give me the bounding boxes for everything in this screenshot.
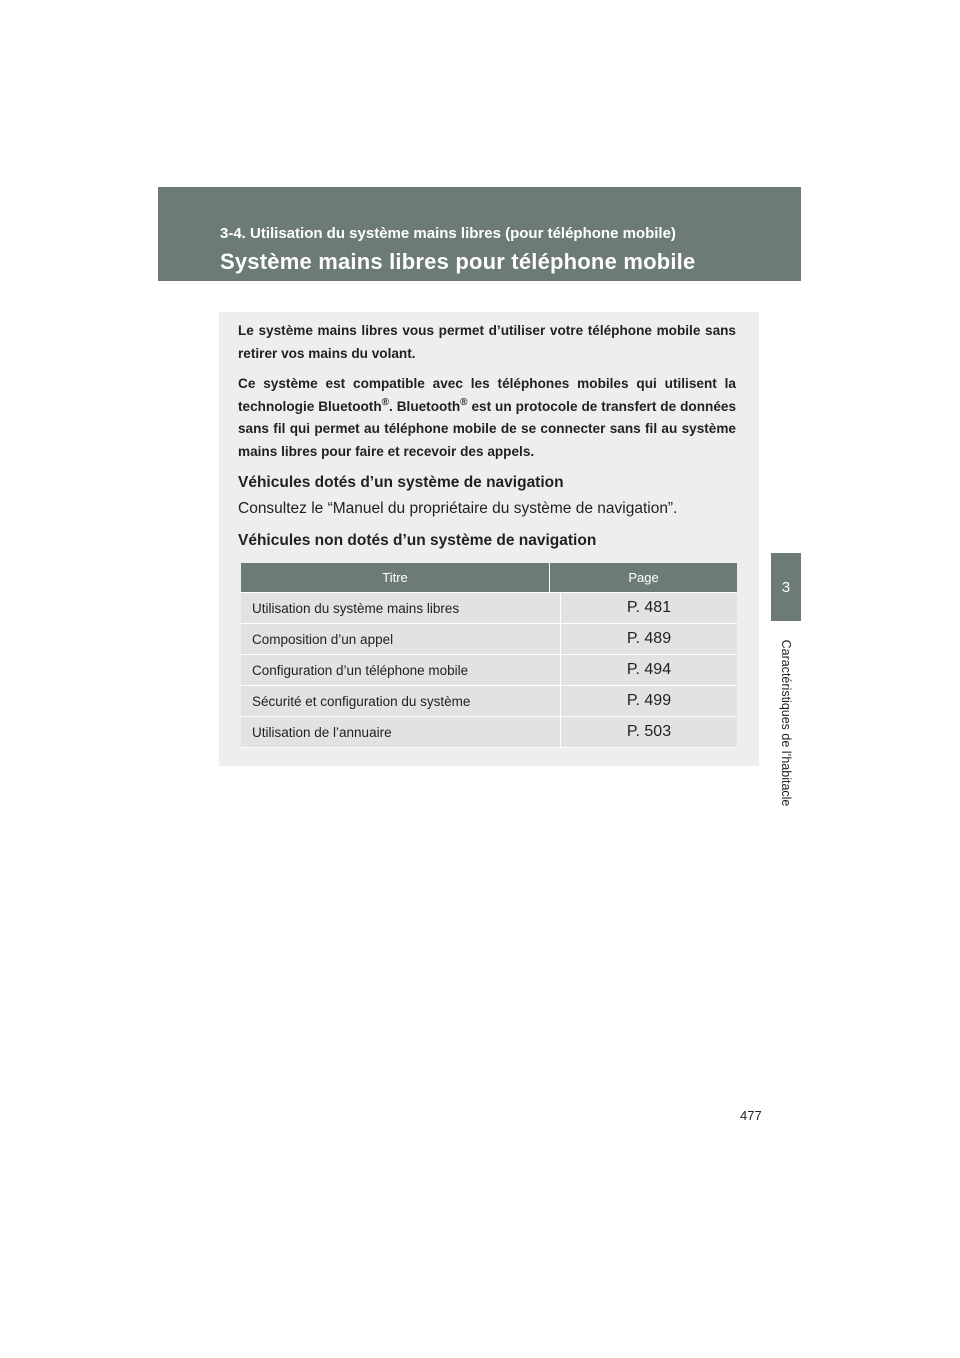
page-title: Système mains libres pour téléphone mobile (220, 249, 696, 274)
table-row[interactable] (241, 655, 737, 686)
registered-mark: ® (381, 396, 390, 408)
row-title: Configuration d’un téléphone mobile (241, 655, 561, 685)
column-header-title: Titre (241, 563, 550, 592)
row-page-ref[interactable]: P. 503 (626, 723, 672, 740)
nav-consult-text: Consultez le “Manuel du propriétaire du système de navigation”. (238, 500, 678, 517)
table-row[interactable] (241, 686, 737, 717)
row-title: Sécurité et configuration du système (241, 686, 561, 716)
intro-paragraph-2: Ce système est compatible avec les téléphones mobiles qui utilisent la technologie Bluetooth®. Bluetooth® est un protocole de transfert de données sans fil qui permet au téléphone mobile de se connecter sans fil au système mains libres pour faire et recevoir des appels. (238, 376, 737, 459)
row-title: Composition d’un appel (241, 624, 561, 654)
nav-heading: Véhicules dotés d’un système de navigation (238, 474, 564, 491)
row-title: Utilisation de l’annuaire (241, 717, 561, 747)
chapter-tab[interactable] (771, 553, 801, 621)
table-row[interactable] (241, 593, 737, 624)
row-page-ref[interactable]: P. 494 (626, 661, 672, 678)
intro-paragraph-1: Le système mains libres vous permet d’utiliser votre téléphone mobile sans retirer vos mains du volant. (238, 323, 736, 361)
chapter-number: 3 (781, 578, 791, 596)
chapter-header (158, 187, 801, 281)
row-page-ref[interactable]: P. 499 (626, 692, 672, 709)
row-page-ref[interactable]: P. 481 (626, 599, 672, 616)
table-header-row (241, 563, 737, 593)
page-number: 477 (740, 1108, 762, 1123)
chapter-side-label: Caractéristiques de l’habitacle (779, 639, 793, 807)
row-title: Utilisation du système mains libres (241, 593, 561, 623)
intro-text (238, 320, 736, 471)
registered-mark: ® (460, 396, 468, 408)
column-header-page: Page (628, 570, 659, 585)
row-page-ref[interactable]: P. 489 (626, 630, 672, 647)
content-box (219, 312, 759, 766)
table-row[interactable] (241, 624, 737, 655)
table-row[interactable] (241, 717, 737, 748)
reference-table (241, 563, 737, 748)
no-nav-heading: Véhicules non dotés d’un système de navigation (238, 532, 597, 549)
section-label: 3-4. Utilisation du système mains libres (pour téléphone mobile) (220, 225, 676, 242)
